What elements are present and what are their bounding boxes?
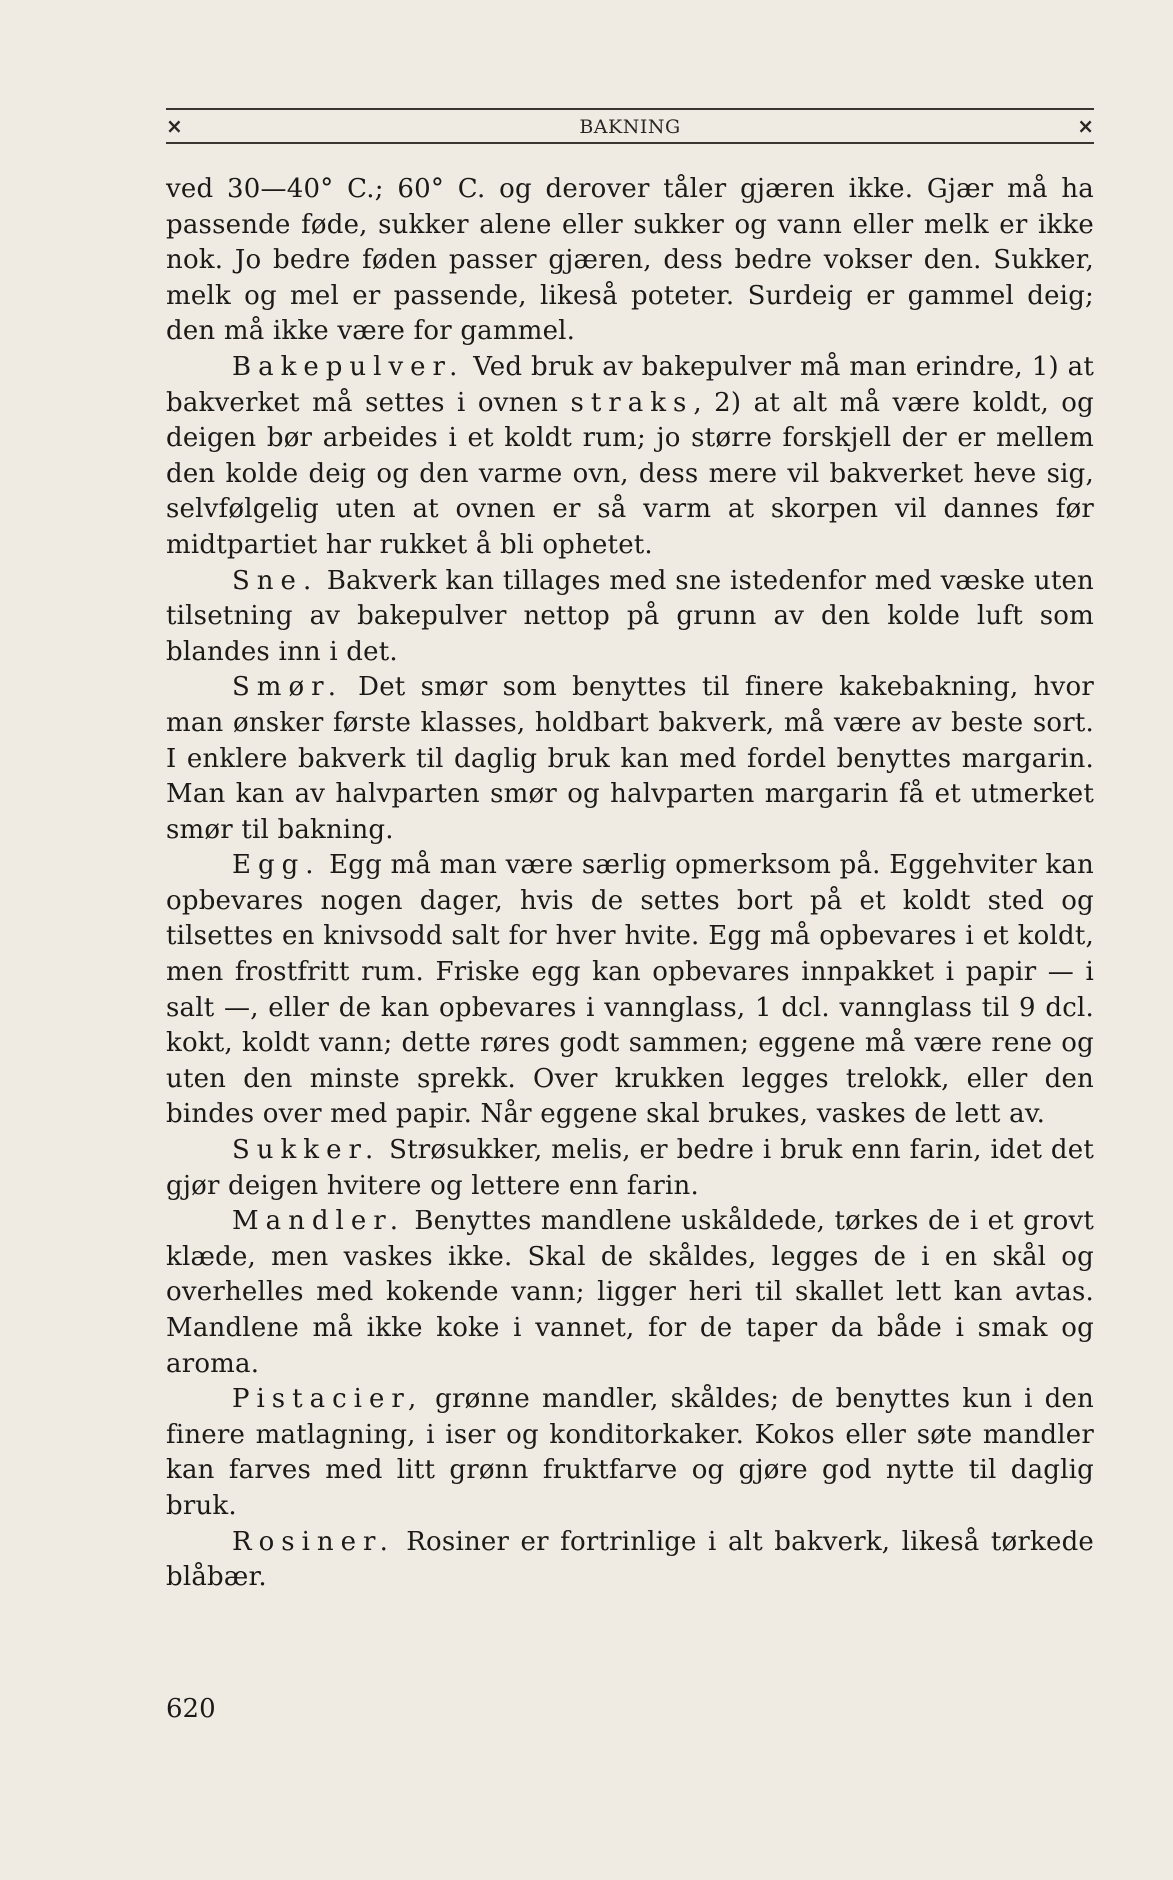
page-number: 620 <box>166 1694 216 1724</box>
paragraph-term: Pistacier, <box>232 1384 424 1415</box>
paragraph-text: Bakverk kan tillages med sne istedenfor med væske uten tilsetning av bakepulver nettop på grunn av den kolde luft som blandes inn i det. <box>166 565 1094 667</box>
paragraph-sukker <box>166 1133 1094 1204</box>
paragraph-bakepulver <box>166 350 1094 564</box>
paragraph-term: Sukker. <box>232 1135 381 1166</box>
paragraph-rosiner <box>166 1525 1094 1596</box>
paragraph-term: Bakepulver. <box>232 351 465 382</box>
paragraph-text: Ved bruk av bakepulver må man erindre, 1) at bakverket må settes i ovnen <box>166 351 1094 418</box>
chapter-title: BAKNING <box>579 116 681 138</box>
paragraph-text: Benyttes mandlene uskåldede, tørkes de i et grovt klæde, men vaskes ikke. Skal de skåldes, legges de i en skål og overhelles med kokende vann; ligger heri til skallet lett kan avtas. Mandlene må ikke koke i vannet, for de taper da både i smak og aroma. <box>166 1206 1094 1379</box>
running-header <box>166 108 1094 144</box>
paragraph-text: Rosiner er fortrinlige i alt bakverk, likeså tørkede blåbær. <box>166 1526 1094 1593</box>
paragraph-mandler <box>166 1204 1094 1382</box>
paragraph-pistacier <box>166 1382 1094 1524</box>
paragraph-term: Egg. <box>232 850 321 881</box>
header-ornament-right-icon: × <box>1077 114 1094 138</box>
paragraph-text: ved 30—40° C.; 60° C. og derover tåler gjæren ikke. Gjær må ha passende føde, sukker alene eller sukker og vann eller melk er ikke nok. Jo bedre føden passer gjæren, dess bedre vokser den. Sukker, melk og mel er passende, likeså poteter. Surdeig er gammel deig; den må ikke være for gammel. <box>166 174 1094 347</box>
paragraph-emphasis: straks <box>570 387 694 418</box>
paragraph-egg <box>166 848 1094 1133</box>
paragraph-term: Mandler. <box>232 1206 406 1237</box>
paragraph-sne <box>166 564 1094 671</box>
paragraph-term: Sne. <box>232 565 319 596</box>
paragraph-smor <box>166 670 1094 848</box>
paragraph-yeast-continued <box>166 172 1094 350</box>
paragraph-text: Strøsukker, melis, er bedre i bruk enn farin, idet det gjør deigen hvitere og lettere enn farin. <box>166 1135 1094 1201</box>
paragraph-text: grønne mandler, skåldes; de benyttes kun i den finere matlagning, i iser og konditorkaker. Kokos eller søte mandler kan farves med litt grønn fruktfarve og gjøre god nytte til daglig bruk. <box>166 1384 1094 1521</box>
paragraph-term: Rosiner. <box>232 1526 395 1557</box>
paragraph-text: Det smør som benyttes til finere kakebakning, hvor man ønsker første klasses, holdbart bakverk, må være av beste sort. I enklere bakverk til daglig bruk kan med fordel benyttes margarin. Man kan av halvparten smør og halvparten margarin få et utmerket smør til bakning. <box>166 672 1094 845</box>
body-text <box>166 172 1094 1596</box>
paragraph-text-after: , 2) at alt må være koldt, og deigen bør arbeides i et koldt rum; jo større forskjell der er mellem den kolde deig og den varme ovn, dess mere vil bakverket heve sig, selvfølgelig uten at ovnen er så varm at skorpen vil dannes før midtpartiet har rukket å bli ophetet. <box>166 387 1094 560</box>
header-ornament-left-icon: × <box>166 114 183 138</box>
paragraph-text: Egg må man være særlig opmerksom på. Eggehviter kan opbevares nogen dager, hvis de settes bort på et koldt sted og tilsettes en knivsodd salt for hver hvite. Egg må opbevares i et koldt, men frostfritt rum. Friske egg kan opbevares innpakket i papir — i salt —, eller de kan opbevares i vannglass, 1 dcl. vannglass til 9 dcl. kokt, koldt vann; dette røres godt sammen; eggene må være rene og uten den minste sprekk. Over krukken legges trelokk, eller den bindes over med papir. Når eggene skal brukes, vaskes de lett av. <box>166 850 1094 1130</box>
paragraph-term: Smør. <box>232 672 343 703</box>
